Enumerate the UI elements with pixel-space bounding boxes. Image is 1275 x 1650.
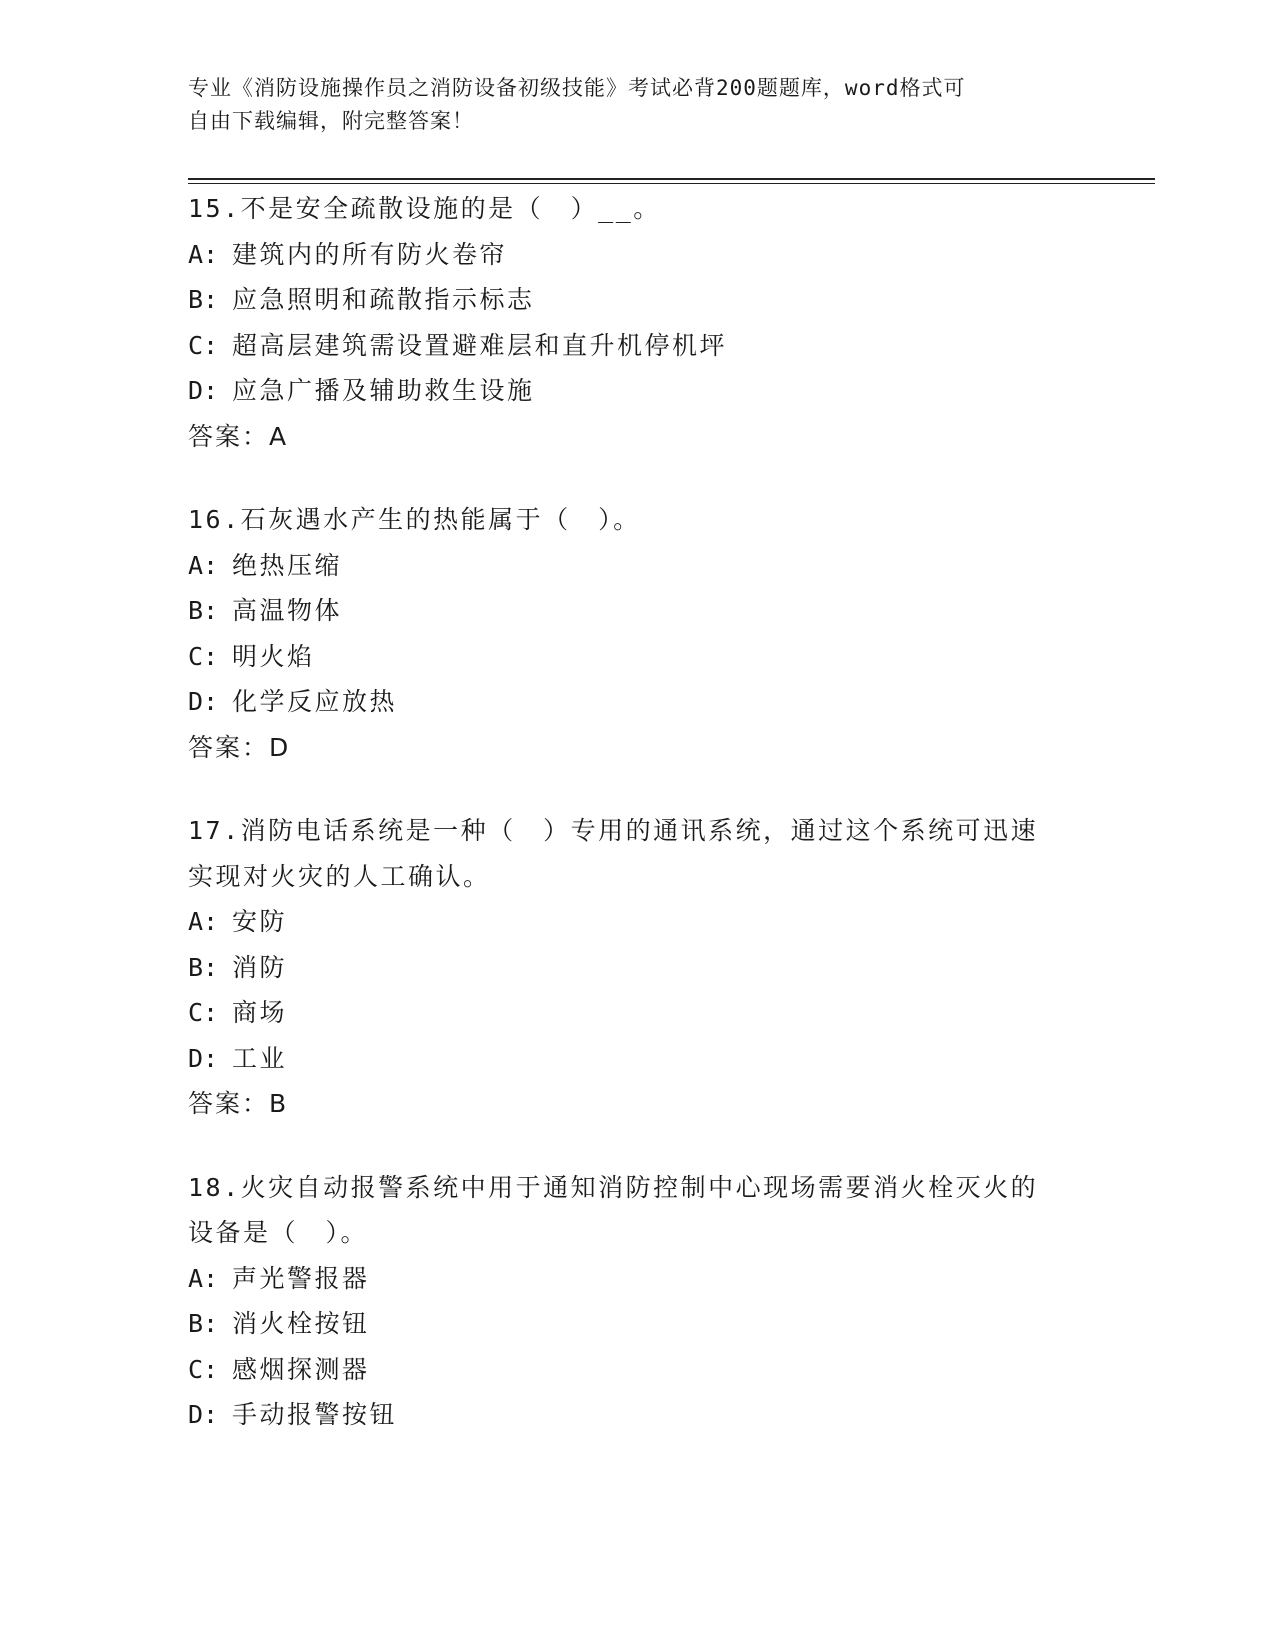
option-text: 消防	[232, 952, 288, 982]
option-letter: A:	[188, 550, 219, 580]
question-stem-line-2: 设备是（ ）。	[188, 1218, 369, 1247]
option-c	[188, 323, 1068, 369]
answer: 答案：D	[188, 732, 291, 762]
option-letter: C:	[188, 1354, 219, 1384]
question-stem: 15.不是安全疏散设施的是（ ）__。	[188, 194, 661, 223]
header-divider-thin	[188, 183, 1155, 184]
option-d	[188, 679, 1068, 725]
option-letter: B:	[188, 596, 219, 625]
question-stem-line-2: 实现对火灾的人工确认。	[188, 861, 491, 891]
option-text: 建筑内的所有防火卷帘	[232, 239, 508, 269]
option-letter: C:	[188, 641, 219, 671]
answer: 答案：A	[188, 421, 289, 451]
option-c	[188, 990, 1068, 1036]
option-text: 应急广播及辅助救生设施	[232, 376, 535, 405]
option-letter: A:	[188, 1263, 219, 1293]
option-text: 明火焰	[232, 641, 315, 671]
question-18	[188, 1165, 1068, 1438]
option-b	[188, 277, 1068, 323]
option-d	[188, 1392, 1068, 1438]
option-letter: C:	[188, 330, 219, 360]
option-text: 感烟探测器	[232, 1354, 370, 1384]
question-stem: 16.石灰遇水产生的热能属于（ ）。	[188, 505, 641, 534]
question-16	[188, 497, 1068, 770]
option-b	[188, 945, 1068, 991]
option-letter: D:	[188, 1043, 219, 1073]
header-divider-thick	[188, 178, 1155, 180]
option-letter: B:	[188, 952, 219, 982]
option-c	[188, 634, 1068, 680]
option-a	[188, 543, 1068, 589]
option-text: 声光警报器	[232, 1263, 370, 1293]
option-text: 消火栓按钮	[232, 1309, 370, 1338]
option-text: 安防	[232, 907, 288, 936]
option-letter: C:	[188, 998, 219, 1027]
option-letter: D:	[188, 687, 219, 716]
header-line-1: 专业《消防设施操作员之消防设备初级技能》考试必背200题题库，word格式可	[188, 76, 966, 100]
option-a	[188, 232, 1068, 278]
option-text: 商场	[232, 998, 288, 1027]
answer: 答案：B	[188, 1089, 289, 1118]
question-15	[188, 186, 1068, 459]
question-17	[188, 808, 1068, 1127]
option-text: 应急照明和疏散指示标志	[232, 285, 535, 314]
option-a	[188, 899, 1068, 945]
option-d	[188, 368, 1068, 414]
option-text: 超高层建筑需设置避难层和直升机停机坪	[232, 330, 728, 360]
option-c	[188, 1347, 1068, 1393]
option-b	[188, 588, 1068, 634]
header-line-2: 自由下载编辑，附完整答案！	[188, 109, 474, 133]
question-stem-line-1: 17.消防电话系统是一种（ ）专用的通讯系统，通过这个系统可迅速	[188, 816, 1039, 845]
option-a	[188, 1256, 1068, 1302]
option-d	[188, 1036, 1068, 1082]
option-letter: B:	[188, 1309, 219, 1338]
question-list	[188, 186, 1068, 1476]
option-text: 工业	[232, 1043, 288, 1073]
option-text: 手动报警按钮	[232, 1400, 398, 1429]
document-header	[188, 72, 1068, 138]
option-text: 绝热压缩	[232, 550, 343, 580]
option-letter: B:	[188, 285, 219, 314]
option-letter: A:	[188, 907, 219, 936]
option-letter: D:	[188, 1400, 219, 1429]
option-text: 高温物体	[232, 596, 343, 625]
option-letter: A:	[188, 239, 219, 269]
question-stem-line-1: 18.火灾自动报警系统中用于通知消防控制中心现场需要消火栓灭火的	[188, 1172, 1039, 1202]
option-letter: D:	[188, 376, 219, 405]
option-b	[188, 1301, 1068, 1347]
option-text: 化学反应放热	[232, 687, 398, 716]
